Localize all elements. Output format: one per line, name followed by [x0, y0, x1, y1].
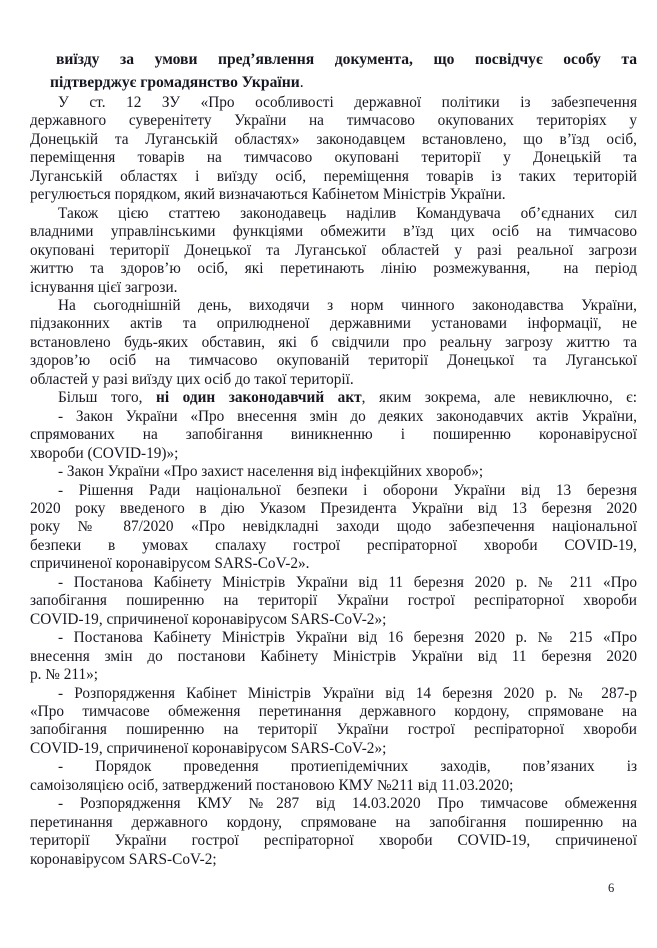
- text-segment: «Про тимчасове обмеження перетинання державного кордону, спрямоване на: [30, 702, 637, 720]
- text-line: [30, 408, 637, 426]
- text-segment: території України гострої респіраторної хвороби COVID-19, спричиненої: [30, 832, 637, 850]
- text-segment: владними управлінськими функціями обмежити в’їзд цих осіб на тимчасово: [30, 223, 637, 241]
- text-segment: регулюється порядком, який визначаються Кабінетом Міністрів України.: [30, 186, 506, 204]
- text-segment: COVID-19, спричиненої коронавірусом SARS-CoV-2»;: [30, 739, 387, 757]
- text-segment: Донецькій та Луганській областях» законодавцем встановлено, що в’їзд осіб,: [30, 130, 637, 148]
- text-segment: COVID-19, спричиненої коронавірусом SARS-CoV-2»;: [30, 610, 387, 628]
- text-line: [30, 518, 637, 536]
- text-line: [30, 814, 637, 832]
- text-line: [30, 186, 637, 204]
- text-segment: - Розпорядження КМУ №287 від 14.03.2020 Про тимчасове обмеження: [58, 795, 637, 813]
- text-line: [30, 205, 637, 223]
- text-line: [30, 592, 637, 610]
- text-segment: державного суверенітету України на тимчасово окупованих територіях у: [30, 112, 637, 130]
- text-segment: коронавірусом SARS-CoV-2;: [30, 850, 217, 868]
- text-line: [30, 371, 637, 389]
- text-segment: - Постанова Кабінету Міністрів України від 16 березня 2020 р. № 215 «Про: [58, 629, 637, 647]
- text-segment: хвороби (COVID-19)»;: [30, 444, 179, 462]
- text-segment: областей у разі виїзду цих осіб до такої території.: [30, 370, 354, 388]
- text-line: [30, 648, 637, 666]
- text-line: [30, 685, 637, 703]
- bold-text-segment: ні один законодавчий акт: [156, 389, 362, 407]
- text-line: [30, 168, 637, 186]
- text-segment: перетинання державного кордону, спрямоване на запобігання поширенню на: [30, 813, 637, 831]
- text-segment: внесення змін до постанови Кабінету Міністрів України від 11 березня 2020: [30, 647, 637, 665]
- text-segment: У ст. 12 ЗУ «Про особливості державної політики із забезпечення: [58, 94, 637, 111]
- bold-text-segment: підтверджує громадянство України: [50, 74, 300, 91]
- text-line: [30, 445, 637, 463]
- text-segment: - Порядок проведення протиепідемічних заходів, пов’язаних із: [58, 758, 637, 776]
- text-line: [50, 48, 637, 71]
- text-line: [30, 758, 637, 776]
- text-line: [30, 112, 637, 130]
- text-segment: р. № 211»;: [30, 666, 98, 684]
- text-line: [30, 574, 637, 592]
- text-segment: існування цієї загрози.: [30, 278, 178, 296]
- text-segment: Також цією статтею законодавець наділив Командувача об’єднаних сил: [58, 204, 637, 222]
- text-segment: спричиненої коронавірусом SARS-CoV-2».: [30, 555, 310, 573]
- text-line: [30, 94, 637, 112]
- text-line: [30, 223, 637, 241]
- text-line: [30, 315, 637, 333]
- text-segment: запобігання поширенню на території України гострої респіраторної хвороби: [30, 592, 637, 610]
- text-segment: .: [299, 74, 304, 91]
- text-line: [30, 777, 637, 795]
- text-line: [30, 297, 637, 315]
- text-line: [30, 389, 637, 407]
- page-number: 6: [608, 881, 615, 895]
- text-line: [30, 149, 637, 167]
- text-segment: - Закон України «Про внесення змін до деяких законодавчих актів України,: [58, 407, 637, 425]
- text-segment: безпеки в умовах спалаху гострої респіраторної хвороби COVID-19,: [30, 536, 637, 554]
- text-line: [30, 629, 637, 647]
- text-segment: життю та здоров’ю осіб, які перетинають лінію розмежування, на період: [30, 260, 637, 278]
- text-segment: Більш того,: [58, 389, 157, 407]
- text-segment: - Розпорядження Кабінет Міністрів України від 14 березня 2020 р. № 287-р: [58, 684, 637, 702]
- text-segment: спрямованих на запобігання виникненню і поширенню коронавірусної: [30, 426, 637, 444]
- bold-text-segment: виїзду за умови пред’явлення документа, що посвідчує особу та: [56, 51, 637, 68]
- text-segment: переміщення товарів на тимчасово окуповані території у Донецькій та: [30, 149, 637, 167]
- text-line: [30, 426, 637, 444]
- text-line: [30, 352, 637, 370]
- text-line: [30, 482, 637, 500]
- text-segment: Луганській областях і виїзду осіб, переміщення товарів із таких територій: [30, 167, 637, 185]
- text-segment: , яким зокрема, але невиключно, є:: [361, 389, 637, 407]
- text-line: [30, 795, 637, 813]
- text-line: [30, 242, 637, 260]
- text-segment: - Рішення Ради національної безпеки і оборони України від 13 березня: [58, 481, 637, 499]
- text-line: [30, 832, 637, 850]
- text-segment: - Закон України «Про захист населення від інфекційних хвороб»;: [58, 463, 484, 481]
- text-segment: самоізоляцією осіб, затверджений постановою КМУ №211 від 11.03.2020;: [30, 776, 514, 794]
- text-segment: встановлено будь-яких обставин, які б свідчили про реальну загрозу життю та: [30, 333, 637, 351]
- text-line: [30, 463, 637, 481]
- text-segment: На сьогоднішній день, виходячи з норм чинного законодавства України,: [58, 296, 637, 314]
- text-line: [30, 260, 637, 278]
- text-line: [30, 703, 637, 721]
- text-segment: окуповані території Донецької та Луганської областей у разі реальної загрози: [30, 241, 637, 259]
- text-segment: 2020 року введеного в дію Указом Президента України від 13 березня 2020: [30, 499, 637, 517]
- text-line: [30, 334, 637, 352]
- document-text: [30, 48, 637, 869]
- text-line: [30, 611, 637, 629]
- text-segment: року № 87/2020 «Про невідкладні заходи щодо забезпечення національної: [30, 518, 637, 536]
- text-line: [30, 537, 637, 555]
- text-line: [30, 851, 637, 869]
- text-line: [30, 279, 637, 297]
- text-line: [30, 131, 637, 149]
- text-line: [30, 740, 637, 758]
- text-segment: підзаконних актів та оприлюдненої державними установами інформації, не: [30, 315, 637, 333]
- text-line: [50, 71, 637, 94]
- text-segment: запобігання поширенню на території України гострої респіраторної хвороби: [30, 721, 637, 739]
- text-segment: здоров’ю осіб на тимчасово окупованій території Донецької та Луганської: [30, 352, 637, 370]
- text-line: [30, 555, 637, 573]
- text-line: [30, 500, 637, 518]
- text-line: [30, 721, 637, 739]
- text-segment: - Постанова Кабінету Міністрів України від 11 березня 2020 р. № 211 «Про: [58, 573, 637, 591]
- text-line: [30, 666, 637, 684]
